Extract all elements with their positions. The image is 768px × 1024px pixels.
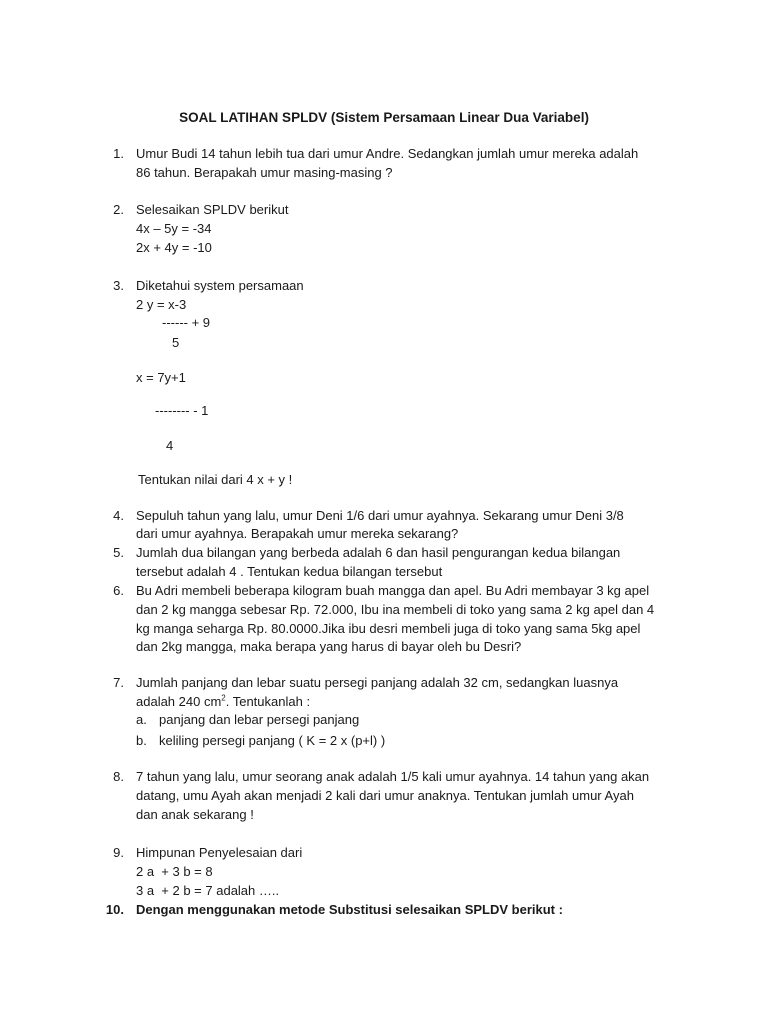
q4-line1: Sepuluh tahun yang lalu, umur Deni 1/6 dari umur ayahnya. Sekarang umur Deni 3/8 [136,508,624,523]
q9-number: 9. [113,845,124,860]
q10-number: 10. [105,902,124,917]
q3-equation-2-denominator: 4 [166,438,174,453]
q3-line1: Diketahui system persamaan [136,278,304,293]
q7-line2 [136,692,310,711]
q1-line1: Umur Budi 14 tahun lebih tua dari umur Andre. Sedangkan jumlah umur mereka adalah [136,146,639,161]
q7-option-b-label: b. [136,733,147,748]
q7-option-b-text: keliling persegi panjang ( K = 2 x (p+l) ) [159,733,386,748]
q7-superscript: 2 [221,693,226,703]
q3-equation-2-top: x = 7y+1 [136,370,186,385]
q3-number: 3. [113,278,124,293]
q4-number: 4. [113,508,124,523]
q6-number: 6. [113,583,124,598]
q6-line3: kg manga seharga Rp. 80.0000.Jika ibu desri membeli juga di toko yang sama 5kg apel [136,621,641,636]
q3-equation-1-top: 2 y = x-3 [136,297,187,312]
q9-equation-2: 3 a + 2 b = 7 adalah ….. [136,883,280,898]
q2-equation-1: 4x – 5y = -34 [136,221,212,236]
q7-option-a-label: a. [136,712,147,727]
q6-line2: dan 2 kg mangga sebesar Rp. 72.000, Ibu ina membeli di toko yang sama 2 kg apel dan 4 [136,602,655,617]
q7-line1: Jumlah panjang dan lebar suatu persegi panjang adalah 32 cm, sedangkan luasnya [136,675,619,690]
q9-equation-1: 2 a + 3 b = 8 [136,864,213,879]
q10-line1: Dengan menggunakan metode Substitusi selesaikan SPLDV berikut : [136,902,563,917]
q4-line2: dari umur ayahnya. Berapakah umur mereka sekarang? [136,526,459,541]
q7-line2-text: adalah 240 cm [136,694,222,709]
q7-line2-suffix: . Tentukanlah : [225,694,311,709]
q5-line2: tersebut adalah 4 . Tentukan kedua bilangan tersebut [136,564,443,579]
q6-line1: Bu Adri membeli beberapa kilogram buah mangga dan apel. Bu Adri membayar 3 kg apel [136,583,650,598]
q7-number: 7. [113,675,124,690]
q1-number: 1. [113,146,124,161]
q3-equation-1-denominator: 5 [172,335,180,350]
q9-line1: Himpunan Penyelesaian dari [136,845,303,860]
q5-number: 5. [113,545,124,560]
q3-equation-1-fraction: ------ + 9 [162,315,211,330]
q6-line4: dan 2kg mangga, maka berapa yang harus di bayar oleh bu Desri? [136,639,522,654]
q2-equation-2: 2x + 4y = -10 [136,240,212,255]
q1-line2: 86 tahun. Berapakah umur masing-masing ? [136,165,393,180]
document-title: SOAL LATIHAN SPLDV (Sistem Persamaan Linear Dua Variabel) [179,110,589,125]
q8-line2: datang, umu Ayah akan menjadi 2 kali dari umur anaknya. Tentukan jumlah umur Ayah [136,788,634,803]
q8-line3: dan anak sekarang ! [136,807,254,822]
q2-number: 2. [113,202,124,217]
q3-equation-2-fraction: -------- - 1 [155,403,209,418]
q7-option-a-text: panjang dan lebar persegi panjang [159,712,360,727]
q8-line1: 7 tahun yang lalu, umur seorang anak adalah 1/5 kali umur ayahnya. 14 tahun yang akan [136,769,650,784]
q8-number: 8. [113,769,124,784]
q5-line1: Jumlah dua bilangan yang berbeda adalah 6 dan hasil pengurangan kedua bilangan [136,545,621,560]
q3-task: Tentukan nilai dari 4 x + y ! [138,472,293,487]
q2-line1: Selesaikan SPLDV berikut [136,202,289,217]
